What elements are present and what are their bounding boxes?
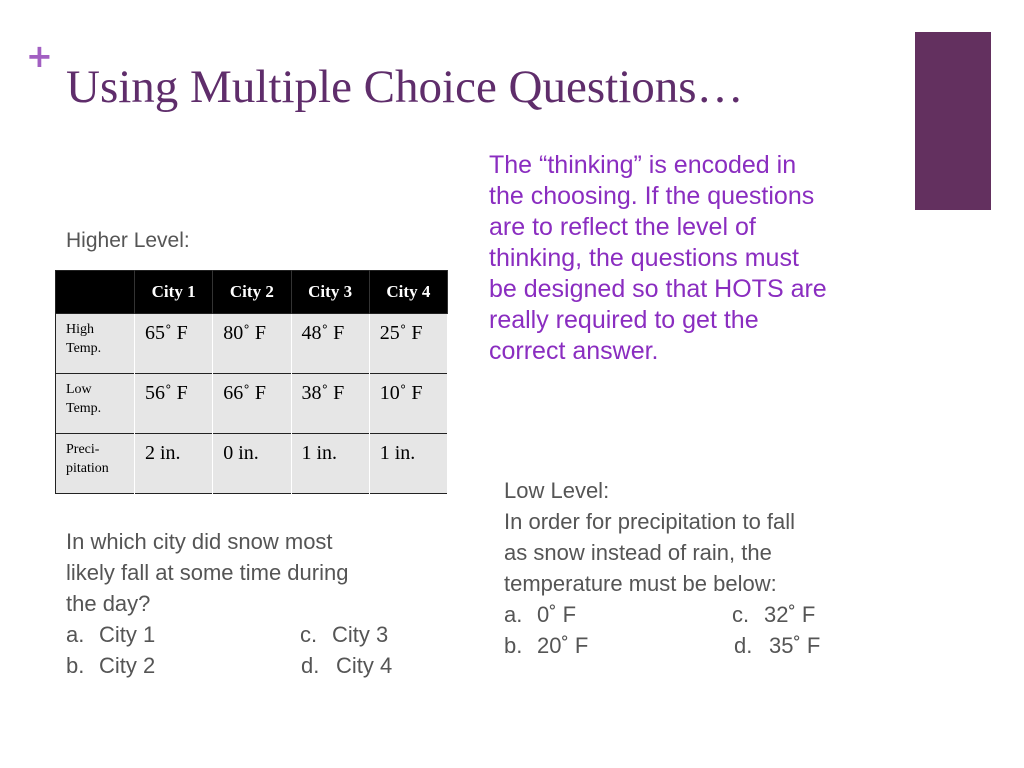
table-header-cell: City 2	[213, 271, 291, 314]
table-cell: 10˚ F	[369, 374, 447, 434]
row-label	[56, 434, 135, 494]
option-letter: c.	[300, 622, 318, 647]
option-letter: b.	[66, 653, 85, 678]
table-header-cell: City 3	[291, 271, 369, 314]
callout-line: really required to get the	[489, 306, 759, 334]
row-label-line: Preci-	[66, 442, 100, 457]
row-label-line: Temp.	[66, 401, 102, 416]
table-header-row	[56, 271, 448, 314]
table-row	[56, 374, 448, 434]
row-label-line: Low	[66, 382, 92, 397]
answer-row	[504, 599, 924, 630]
option-letter: a.	[66, 622, 85, 647]
callout-line: thinking, the questions must	[489, 244, 799, 272]
table-cell: 1 in.	[369, 434, 447, 494]
answer-row	[66, 619, 446, 650]
option-text: City 2	[99, 653, 156, 678]
table-cell: 38˚ F	[291, 374, 369, 434]
higher-level-label: Higher Level:	[66, 229, 190, 252]
low-level-label: Low Level:	[504, 478, 610, 503]
table-row	[56, 434, 448, 494]
table-row	[56, 314, 448, 374]
option-text: 35˚ F	[769, 633, 821, 658]
table-header-cell: City 4	[369, 271, 447, 314]
option-text: City 1	[99, 622, 156, 647]
option-text: 32˚ F	[764, 602, 816, 627]
question-line: In which city did snow most	[66, 529, 333, 554]
table-cell: 80˚ F	[213, 314, 291, 374]
question-line: In order for precipitation to fall	[504, 509, 796, 534]
weather-table	[55, 270, 448, 494]
callout-line: The “thinking” is encoded in	[489, 151, 797, 179]
option-letter: b.	[504, 633, 523, 658]
question-line: the day?	[66, 591, 151, 616]
option-letter: d.	[734, 633, 753, 658]
callout-line: correct answer.	[489, 337, 659, 365]
table-cell: 25˚ F	[369, 314, 447, 374]
callout-line: are to reflect the level of	[489, 213, 756, 241]
answer-row	[66, 650, 446, 681]
table-cell: 65˚ F	[135, 314, 213, 374]
row-label-line: High	[66, 322, 94, 337]
plus-icon: +	[26, 37, 53, 75]
slide-title: Using Multiple Choice Questions…	[66, 61, 744, 113]
question-line: as snow instead of rain, the	[504, 540, 772, 565]
answer-row	[504, 630, 924, 661]
option-text: City 4	[336, 653, 393, 678]
question-line: likely fall at some time during	[66, 560, 349, 585]
table-cell: 1 in.	[291, 434, 369, 494]
higher-level-question	[66, 526, 446, 681]
accent-bar	[915, 32, 991, 210]
callout-line: the choosing. If the questions	[489, 182, 815, 210]
option-letter: a.	[504, 602, 523, 627]
table-cell: 56˚ F	[135, 374, 213, 434]
question-line: temperature must be below:	[504, 571, 777, 596]
row-label-line: Temp.	[66, 341, 102, 356]
option-letter: d.	[301, 653, 320, 678]
table-header-cell: City 1	[135, 271, 213, 314]
callout-line: be designed so that HOTS are	[489, 275, 827, 303]
table-cell: 2 in.	[135, 434, 213, 494]
option-letter: c.	[732, 602, 750, 627]
row-label	[56, 314, 135, 374]
row-label-line: pitation	[66, 461, 109, 476]
row-label	[56, 374, 135, 434]
table-cell: 66˚ F	[213, 374, 291, 434]
table-header-cell	[56, 271, 135, 314]
callout-text	[489, 150, 889, 367]
low-level-question	[504, 475, 924, 661]
table-cell: 0 in.	[213, 434, 291, 494]
option-text: City 3	[332, 622, 389, 647]
option-text: 20˚ F	[537, 633, 589, 658]
option-text: 0˚ F	[537, 602, 577, 627]
table-cell: 48˚ F	[291, 314, 369, 374]
